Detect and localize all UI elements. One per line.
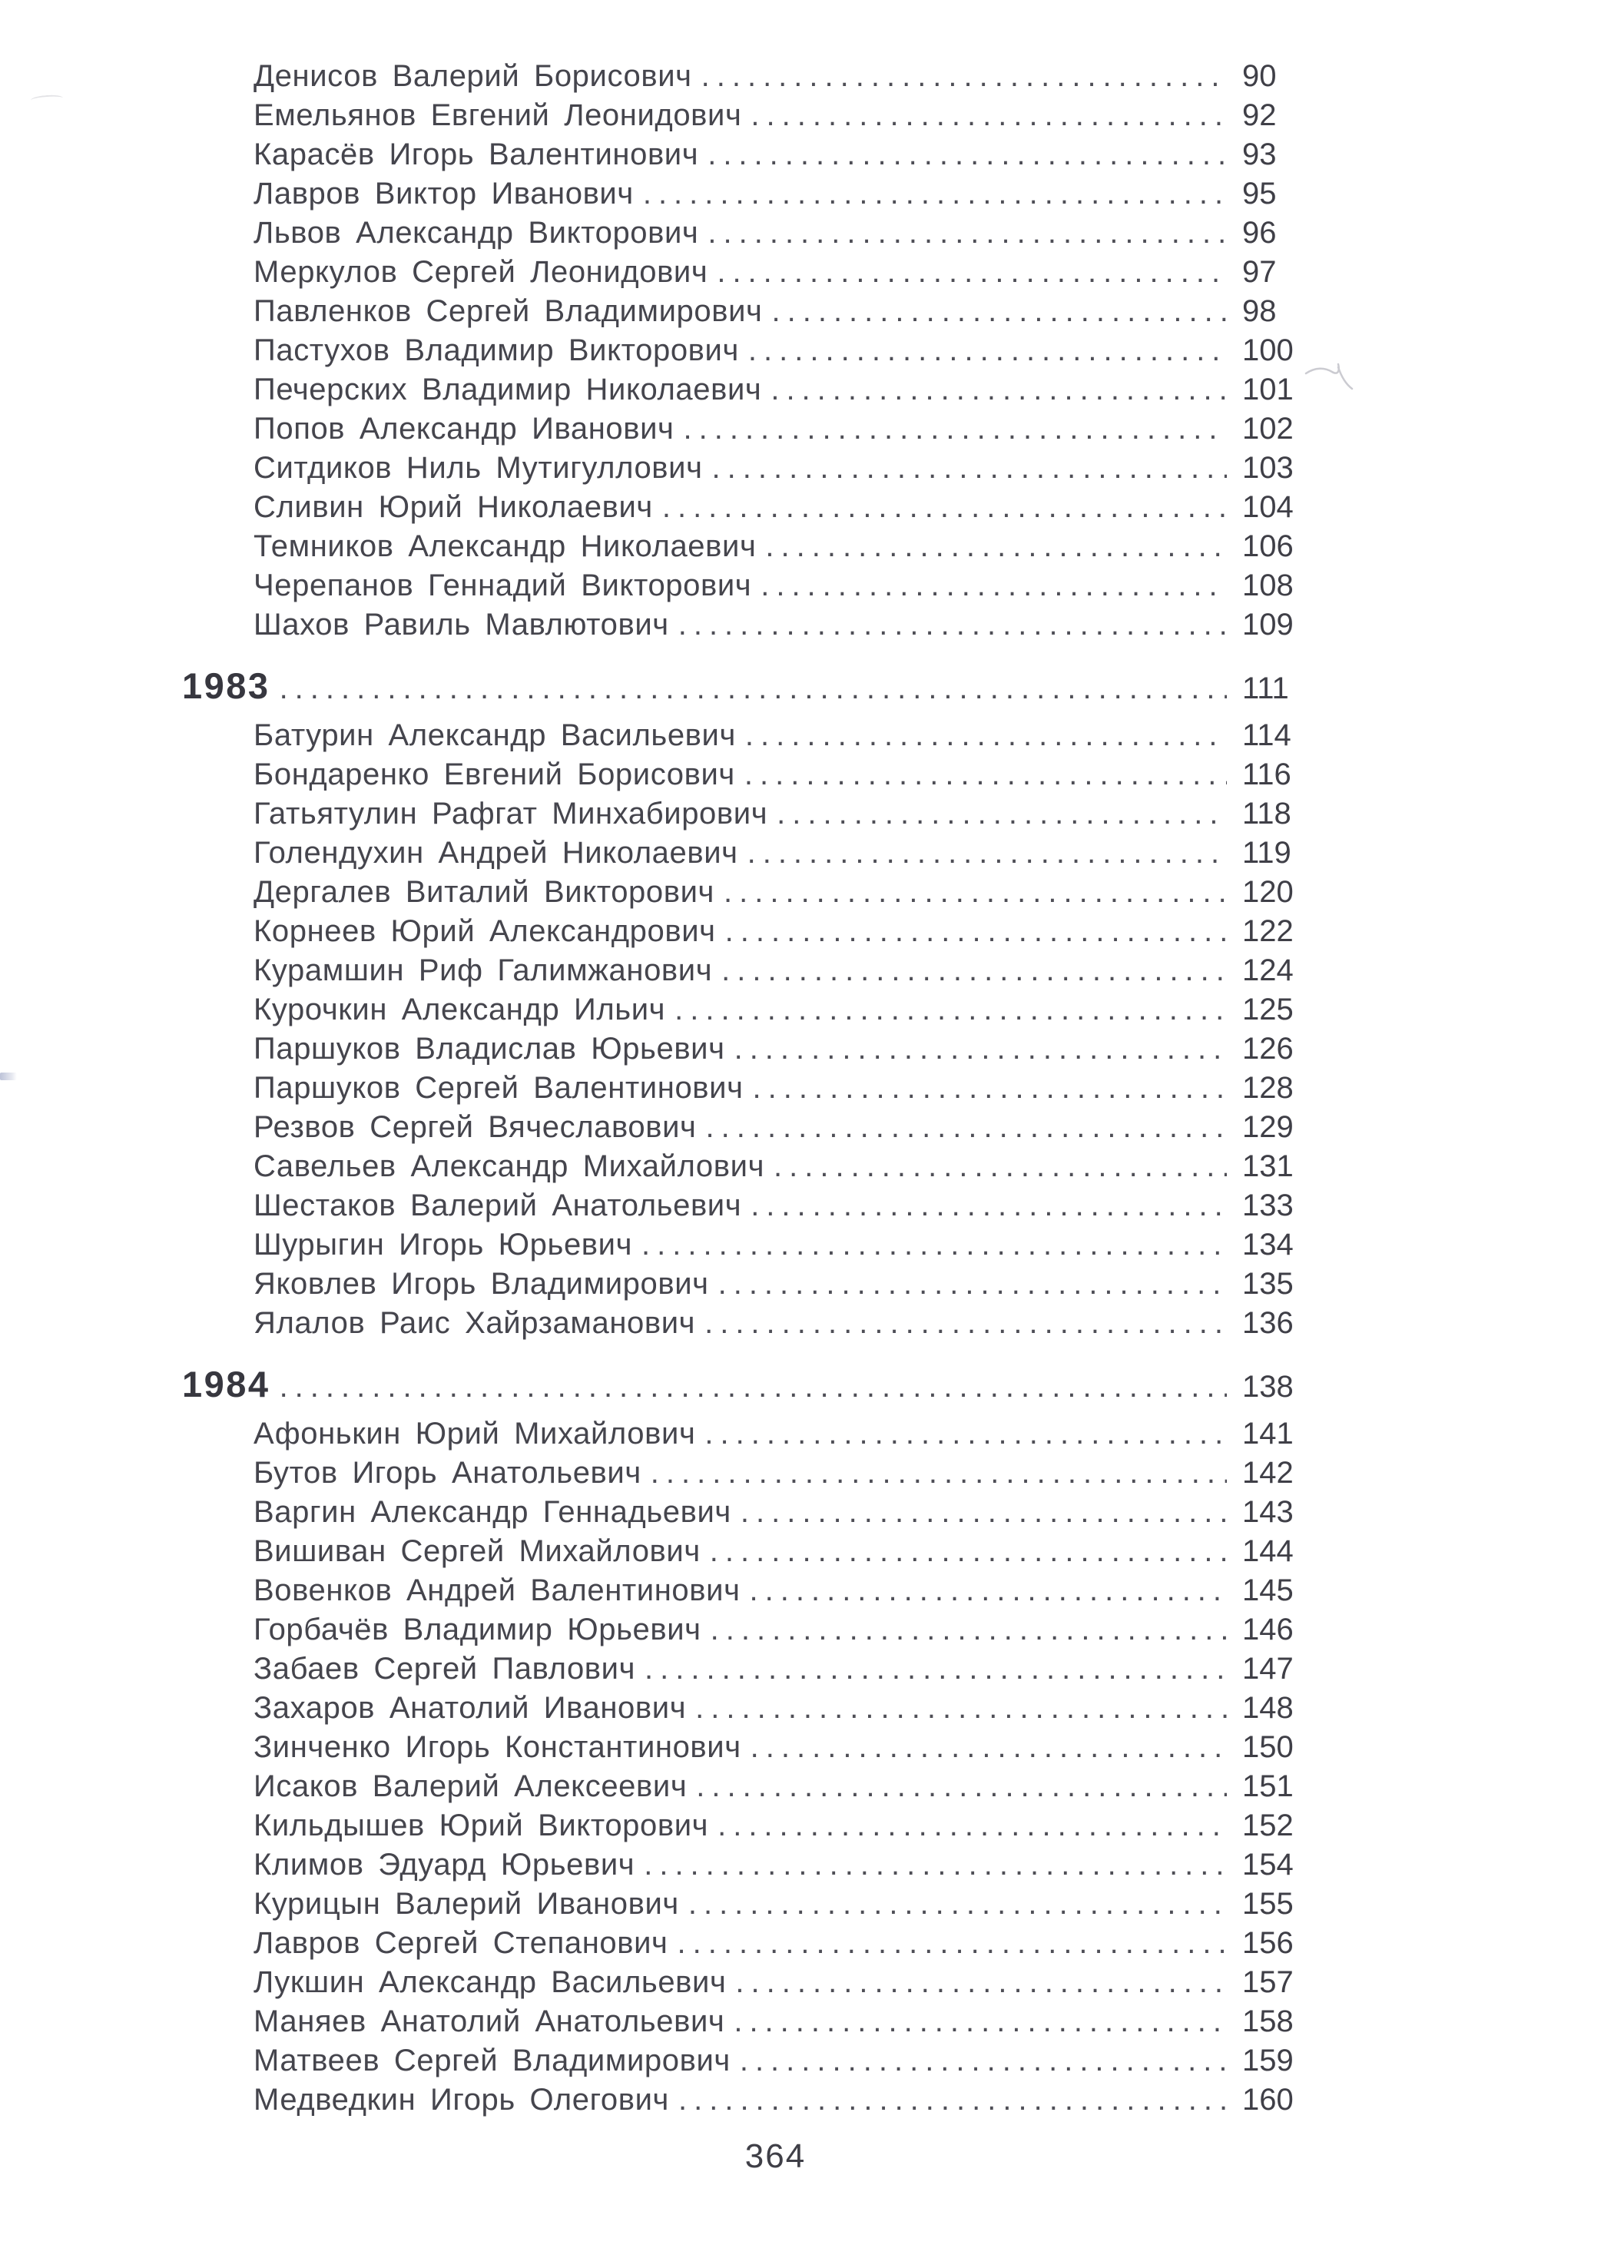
toc-page-number: 147 — [1242, 1652, 1294, 1686]
toc-entry-row — [182, 1571, 1298, 1610]
toc-entry-name: Афонькин Юрий Михайлович — [254, 1417, 696, 1451]
toc-entry-name: Корнеев Юрий Александрович — [254, 914, 716, 948]
dot-leader — [662, 488, 1227, 527]
toc-entry-name: Шахов Равиль Мавлютович — [254, 608, 669, 642]
dot-leader — [705, 1108, 1227, 1147]
dot-leader — [741, 1493, 1227, 1532]
toc-page-number: 128 — [1242, 1071, 1294, 1105]
dot-leader — [644, 1845, 1227, 1885]
toc-page-number: 96 — [1242, 216, 1277, 250]
scan-artifact-pen-mark — [1304, 360, 1355, 390]
dot-leader — [708, 135, 1227, 174]
toc-entry-row — [182, 135, 1298, 174]
dot-leader — [711, 1610, 1227, 1650]
dot-leader — [734, 2002, 1227, 2041]
toc-entry-row — [182, 370, 1298, 410]
dot-leader — [771, 292, 1227, 331]
toc-page-number: 101 — [1242, 373, 1294, 406]
dot-leader — [696, 1767, 1227, 1806]
toc-entry-row — [182, 1414, 1298, 1454]
toc-page-number: 122 — [1242, 914, 1294, 948]
toc-entry-row — [182, 1030, 1298, 1069]
dot-leader — [717, 253, 1227, 292]
dot-leader — [701, 57, 1227, 96]
toc-page-number: 98 — [1242, 294, 1277, 328]
dot-leader — [751, 1728, 1227, 1767]
toc-entry-name: Печерских Владимир Николаевич — [254, 373, 762, 406]
toc-page-number: 142 — [1242, 1456, 1294, 1490]
toc-entry-row — [182, 2041, 1298, 2081]
toc-entry-name: Лукшин Александр Васильевич — [254, 1965, 727, 1999]
toc-entry-name: Кильдышев Юрий Викторович — [254, 1809, 709, 1842]
toc-entry-name: Курамшин Риф Галимжанович — [254, 953, 713, 987]
dot-leader — [725, 912, 1227, 951]
toc-entry-row — [182, 1689, 1298, 1728]
toc-entry-name: Батурин Александр Васильевич — [254, 718, 736, 752]
toc-page-number: 160 — [1242, 2083, 1294, 2117]
toc-entry-row — [182, 1493, 1298, 1532]
toc-entry-row — [182, 1885, 1298, 1924]
toc-page-number: 148 — [1242, 1691, 1294, 1725]
toc-entry-name: Гатьятулин Рафгат Минхабирович — [254, 797, 768, 831]
toc-entry-row — [182, 755, 1298, 794]
dot-leader — [677, 1924, 1227, 1963]
toc-page-number: 90 — [1242, 59, 1277, 93]
toc-page-number: 136 — [1242, 1306, 1294, 1340]
toc-page-number: 158 — [1242, 2004, 1294, 2038]
dot-leader — [777, 794, 1227, 834]
toc-page-number: 129 — [1242, 1110, 1294, 1144]
toc-page-number: 126 — [1242, 1032, 1294, 1066]
toc — [182, 57, 1298, 2120]
dot-leader — [280, 669, 1227, 708]
dot-leader — [712, 449, 1227, 488]
dot-leader — [710, 1532, 1227, 1571]
toc-page-number: 144 — [1242, 1534, 1294, 1568]
toc-entry-row — [182, 873, 1298, 912]
toc-entry-name: Голендухин Андрей Николаевич — [254, 836, 738, 870]
toc-entry-row — [182, 214, 1298, 253]
dot-leader — [744, 755, 1227, 794]
toc-entry-name: Шестаков Валерий Анатольевич — [254, 1189, 742, 1222]
toc-page-number: 135 — [1242, 1267, 1294, 1301]
dot-leader — [704, 1304, 1227, 1343]
toc-page-number: 134 — [1242, 1228, 1294, 1262]
toc-entry-row — [182, 1845, 1298, 1885]
toc-year-row — [182, 1364, 1298, 1404]
toc-page-number: 119 — [1242, 836, 1291, 870]
toc-entry-name: Курицын Валерий Иванович — [254, 1887, 679, 1921]
toc-page-number: 141 — [1242, 1417, 1294, 1451]
toc-entry-name: Бутов Игорь Анатольевич — [254, 1456, 641, 1490]
toc-entry-row — [182, 794, 1298, 834]
toc-entry-row — [182, 527, 1298, 566]
toc-entry-name: Сливин Юрий Николаевич — [254, 490, 653, 524]
toc-page-number: 133 — [1242, 1189, 1294, 1222]
dot-leader — [771, 370, 1227, 410]
toc-entry-name: Ялалов Раис Хайрзаманович — [254, 1306, 696, 1340]
toc-entry-name: Карасёв Игорь Валентинович — [254, 138, 699, 171]
toc-entry-name: Лавров Виктор Иванович — [254, 177, 634, 211]
toc-entry-name: Курочкин Александр Ильич — [254, 993, 666, 1026]
dot-leader — [721, 951, 1227, 990]
toc-page-number: 116 — [1242, 758, 1291, 791]
toc-entry-name: Резвов Сергей Вячеславович — [254, 1110, 697, 1144]
toc-page-number: 106 — [1242, 529, 1294, 563]
toc-page-number: 159 — [1242, 2044, 1294, 2077]
toc-entry-row — [182, 951, 1298, 990]
dot-leader — [748, 331, 1227, 370]
toc-page-number: 138 — [1242, 1370, 1294, 1404]
toc-entry-name: Ситдиков Ниль Мутигуллович — [254, 451, 703, 485]
toc-page-number: 156 — [1242, 1926, 1294, 1960]
toc-entry-row — [182, 292, 1298, 331]
toc-page-number: 143 — [1242, 1495, 1294, 1529]
toc-page-number: 152 — [1242, 1809, 1294, 1842]
toc-page-number: 146 — [1242, 1613, 1294, 1646]
dot-leader — [704, 1414, 1227, 1454]
toc-entry-row — [182, 57, 1298, 96]
toc-entry-row — [182, 990, 1298, 1030]
dot-leader — [761, 566, 1227, 605]
dot-leader — [645, 1650, 1227, 1689]
toc-entry-name: Львов Александр Викторович — [254, 216, 699, 250]
dot-leader — [751, 1186, 1227, 1225]
dot-leader — [724, 873, 1227, 912]
footer-page-number: 364 — [744, 2137, 807, 2175]
toc-entry-row — [182, 2081, 1298, 2120]
toc-entry-row — [182, 96, 1298, 135]
dot-leader — [643, 174, 1227, 214]
toc-entry-name: Черепанов Геннадий Викторович — [254, 569, 752, 602]
toc-entry-row — [182, 410, 1298, 449]
toc-entry-name: Павленков Сергей Владимирович — [254, 294, 763, 328]
toc-page-number: 145 — [1242, 1573, 1294, 1607]
toc-entry-row — [182, 1728, 1298, 1767]
toc-page-number: 92 — [1242, 98, 1277, 132]
toc-page-number: 97 — [1242, 255, 1277, 289]
toc-entry-row — [182, 1650, 1298, 1689]
toc-entry-row — [182, 253, 1298, 292]
toc-page-number: 93 — [1242, 138, 1277, 171]
toc-entry-row — [182, 1924, 1298, 1963]
dot-leader — [674, 990, 1227, 1030]
toc-page-number: 151 — [1242, 1769, 1294, 1803]
toc-page-number: 124 — [1242, 953, 1294, 987]
toc-entry-row — [182, 1225, 1298, 1265]
dot-leader — [695, 1689, 1227, 1728]
toc-entry-name: Емельянов Евгений Леонидович — [254, 98, 742, 132]
toc-entry-name: Яковлев Игорь Владимирович — [254, 1267, 709, 1301]
toc-entry-name: Матвеев Сергей Владимирович — [254, 2044, 731, 2077]
toc-entry-name: Паршуков Владислав Юрьевич — [254, 1032, 725, 1066]
toc-entry-row — [182, 1069, 1298, 1108]
toc-page-number: 95 — [1242, 177, 1277, 211]
toc-page-number: 114 — [1242, 718, 1291, 752]
toc-entry-row — [182, 1806, 1298, 1845]
toc-entry-row — [182, 1532, 1298, 1571]
toc-page-number: 125 — [1242, 993, 1294, 1026]
toc-entry-name: Пастухов Владимир Викторович — [254, 333, 739, 367]
toc-entry-row — [182, 1147, 1298, 1186]
toc-entry-name: Савельев Александр Михайлович — [254, 1149, 765, 1183]
toc-entry-row — [182, 1963, 1298, 2002]
dot-leader — [740, 2041, 1227, 2081]
toc-entry-name: Медведкин Игорь Олегович — [254, 2083, 669, 2117]
dot-leader — [641, 1225, 1227, 1265]
toc-entry-row — [182, 1108, 1298, 1147]
toc-entry-name: Паршуков Сергей Валентинович — [254, 1071, 744, 1105]
toc-entry-row — [182, 488, 1298, 527]
toc-page-number: 157 — [1242, 1965, 1294, 1999]
toc-page-number: 103 — [1242, 451, 1294, 485]
toc-page-number: 111 — [1242, 671, 1289, 705]
dot-leader — [718, 1265, 1227, 1304]
toc-page-number: 104 — [1242, 490, 1294, 524]
toc-entry-row — [182, 605, 1298, 645]
toc-year-row — [182, 666, 1298, 705]
dot-leader — [678, 605, 1227, 645]
toc-page-number: 109 — [1242, 608, 1294, 642]
toc-entry-name: Маняев Анатолий Анатольевич — [254, 2004, 725, 2038]
toc-page-number: 155 — [1242, 1887, 1294, 1921]
toc-page-number: 154 — [1242, 1848, 1294, 1882]
dot-leader — [651, 1454, 1227, 1493]
dot-leader — [774, 1147, 1227, 1186]
toc-page-number: 108 — [1242, 569, 1294, 602]
toc-page-number: 118 — [1242, 797, 1291, 831]
toc-entry-name: Попов Александр Иванович — [254, 412, 674, 446]
toc-year-label: 1984 — [182, 1364, 270, 1404]
toc-entry-name: Варгин Александр Геннадьевич — [254, 1495, 731, 1529]
toc-page-number: 102 — [1242, 412, 1294, 446]
toc-entry-name: Лавров Сергей Степанович — [254, 1926, 668, 1960]
dot-leader — [688, 1885, 1227, 1924]
toc-entry-name: Климов Эдуард Юрьевич — [254, 1848, 635, 1882]
dot-leader — [718, 1806, 1227, 1845]
toc-year-label: 1983 — [182, 665, 270, 706]
toc-entry-row — [182, 1610, 1298, 1650]
dot-leader — [747, 834, 1227, 873]
toc-entry-row — [182, 2002, 1298, 2041]
dot-leader — [745, 716, 1227, 755]
toc-entry-row — [182, 1767, 1298, 1806]
toc-entry-row — [182, 174, 1298, 214]
dot-leader — [734, 1030, 1227, 1069]
dot-leader — [735, 1963, 1227, 2002]
dot-leader — [750, 1571, 1227, 1610]
toc-page-number: 100 — [1242, 333, 1294, 367]
toc-entry-name: Зинченко Игорь Константинович — [254, 1730, 741, 1764]
dot-leader — [751, 96, 1227, 135]
toc-entry-name: Денисов Валерий Борисович — [254, 59, 692, 93]
dot-leader — [708, 214, 1227, 253]
toc-entry-name: Шурыгин Игорь Юрьевич — [254, 1228, 633, 1262]
toc-entry-name: Захаров Анатолий Иванович — [254, 1691, 687, 1725]
toc-entry-row — [182, 834, 1298, 873]
toc-entry-row — [182, 716, 1298, 755]
toc-entry-row — [182, 1186, 1298, 1225]
toc-entry-row — [182, 449, 1298, 488]
toc-entry-row — [182, 1265, 1298, 1304]
dot-leader — [280, 1368, 1227, 1407]
toc-entry-row — [182, 1304, 1298, 1343]
toc-page-number: 131 — [1242, 1149, 1294, 1183]
toc-entry-row — [182, 1454, 1298, 1493]
toc-page-number: 150 — [1242, 1730, 1294, 1764]
dot-leader — [765, 527, 1227, 566]
dot-leader — [753, 1069, 1227, 1108]
toc-entry-name: Забаев Сергей Павлович — [254, 1652, 636, 1686]
toc-entry-name: Темников Александр Николаевич — [254, 529, 757, 563]
toc-entry-name: Вишиван Сергей Михайлович — [254, 1534, 701, 1568]
toc-entry-row — [182, 331, 1298, 370]
dot-leader — [678, 2081, 1227, 2120]
toc-entry-name: Вовенков Андрей Валентинович — [254, 1573, 741, 1607]
dot-leader — [683, 410, 1227, 449]
toc-entry-name: Исаков Валерий Алексеевич — [254, 1769, 688, 1803]
toc-page-number: 120 — [1242, 875, 1294, 909]
scan-artifact-edge-mark — [0, 1073, 17, 1080]
toc-entry-name: Меркулов Сергей Леонидович — [254, 255, 708, 289]
toc-entry-name: Горбачёв Владимир Юрьевич — [254, 1613, 701, 1646]
toc-entry-name: Бондаренко Евгений Борисович — [254, 758, 735, 791]
scan-artifact-smudge — [31, 94, 64, 104]
toc-entry-row — [182, 912, 1298, 951]
toc-entry-name: Дергалев Виталий Викторович — [254, 875, 714, 909]
toc-entry-row — [182, 566, 1298, 605]
